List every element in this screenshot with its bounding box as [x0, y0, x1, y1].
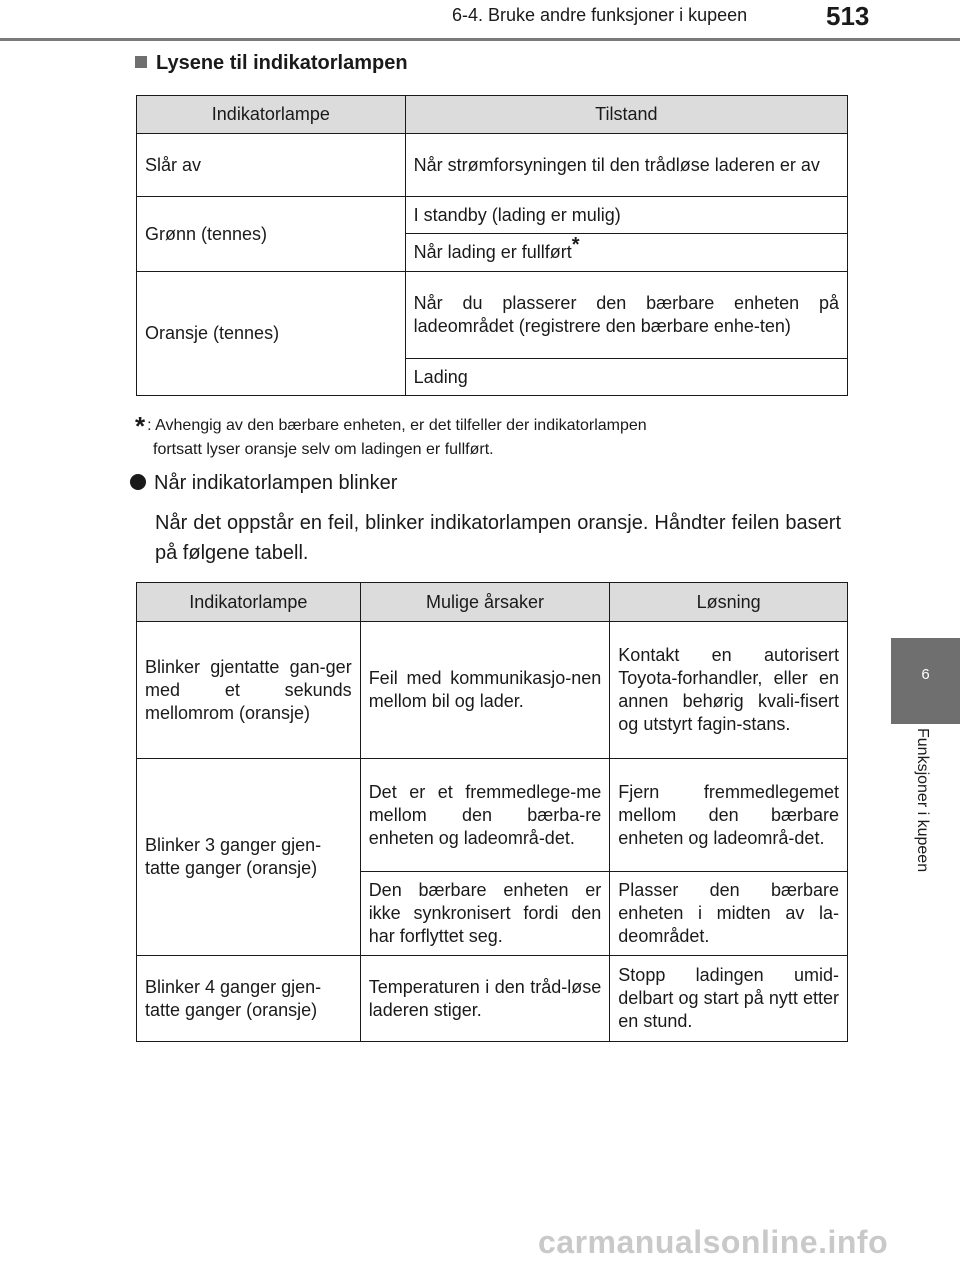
table-cell: Det er et fremmedlege-me mellom den bærba-re enheten og ladeområ-det.	[360, 759, 610, 872]
chapter-number: 6	[921, 666, 930, 683]
chapter-tab	[891, 638, 960, 724]
cell-text: Når lading er fullført	[413, 242, 572, 262]
table-cell: Når du plasserer den bærbare enheten på ladeområdet (registrere den bærbare enhe-ten)	[405, 272, 847, 359]
table-cell: Slår av	[137, 134, 406, 197]
table-cell: Feil med kommunikasjo-nen mellom bil og lader.	[360, 622, 610, 759]
column-header: Tilstand	[405, 96, 847, 134]
table-cell: Kontakt en autorisert Toyota-forhandler, eller en annen behørig kvali-fisert og utstyrt fagin-stans.	[610, 622, 848, 759]
table-row	[137, 197, 848, 234]
chapter-label: Funksjoner i kupeen	[914, 728, 931, 873]
table-cell: Den bærbare enheten er ikke synkronisert fordi den har forflyttet seg.	[360, 872, 610, 956]
section-heading-lights	[135, 52, 408, 75]
round-bullet-icon	[130, 474, 146, 490]
chapter-label-box	[913, 728, 933, 928]
running-header: 6-4. Bruke andre funksjoner i kupeen	[452, 5, 748, 25]
footnote-mark: *	[571, 234, 580, 256]
table-header-row	[137, 96, 848, 134]
section-heading-text: Lysene til indikatorlampen	[156, 52, 408, 74]
footnote-line1: : Avhengig av den bærbare enheten, er det tilfeller der indikatorlampen	[147, 417, 647, 434]
table-cell	[405, 234, 847, 272]
square-bullet-icon	[135, 56, 147, 68]
table-row	[137, 956, 848, 1042]
column-header: Mulige årsaker	[360, 583, 610, 622]
table-cell: Blinker 4 ganger gjen-tatte ganger (oransje)	[137, 956, 361, 1042]
table-header-row	[137, 583, 848, 622]
table-row	[137, 134, 848, 197]
table-cell: Blinker gjentatte gan-ger med et sekunds mellomrom (oransje)	[137, 622, 361, 759]
column-header: Indikatorlampe	[137, 96, 406, 134]
footnote-line2: fortsatt lyser oransje selv om ladingen er fullført.	[153, 441, 494, 458]
table-cell: Lading	[405, 359, 847, 396]
table-cell: Grønn (tennes)	[137, 197, 406, 272]
blinking-troubleshoot-table	[136, 582, 848, 1042]
table-cell: Temperaturen i den tråd-løse laderen stiger.	[360, 956, 610, 1042]
table-cell: Blinker 3 ganger gjen-tatte ganger (oransje)	[137, 759, 361, 956]
table-cell: Oransje (tennes)	[137, 272, 406, 396]
bullet-heading-blinking	[130, 472, 397, 495]
column-header: Løsning	[610, 583, 848, 622]
table-row	[137, 272, 848, 359]
body-paragraph: Når det oppstår en feil, blinker indikatorlampen oransje. Håndter feilen basert på følgene tabell.	[155, 512, 841, 564]
table-row	[137, 759, 848, 872]
footnote	[135, 409, 841, 462]
column-header: Indikatorlampe	[137, 583, 361, 622]
page-number: 513	[826, 1, 870, 31]
table-row	[137, 622, 848, 759]
bullet-heading-text: Når indikatorlampen blinker	[154, 472, 398, 494]
indicator-lights-table	[136, 95, 848, 396]
footnote-star: *	[135, 411, 146, 441]
table-cell: Plasser den bærbare enheten i midten av la-deområdet.	[610, 872, 848, 956]
table-cell: I standby (lading er mulig)	[405, 197, 847, 234]
watermark: carmanualsonline.info	[538, 1224, 889, 1260]
table-cell: Fjern fremmedlegemet mellom den bærbare enheten og ladeområ-det.	[610, 759, 848, 872]
header-rule	[0, 38, 960, 41]
table-cell: Når strømforsyningen til den trådløse laderen er av	[405, 134, 847, 197]
table-cell: Stopp ladingen umid-delbart og start på nytt etter en stund.	[610, 956, 848, 1042]
